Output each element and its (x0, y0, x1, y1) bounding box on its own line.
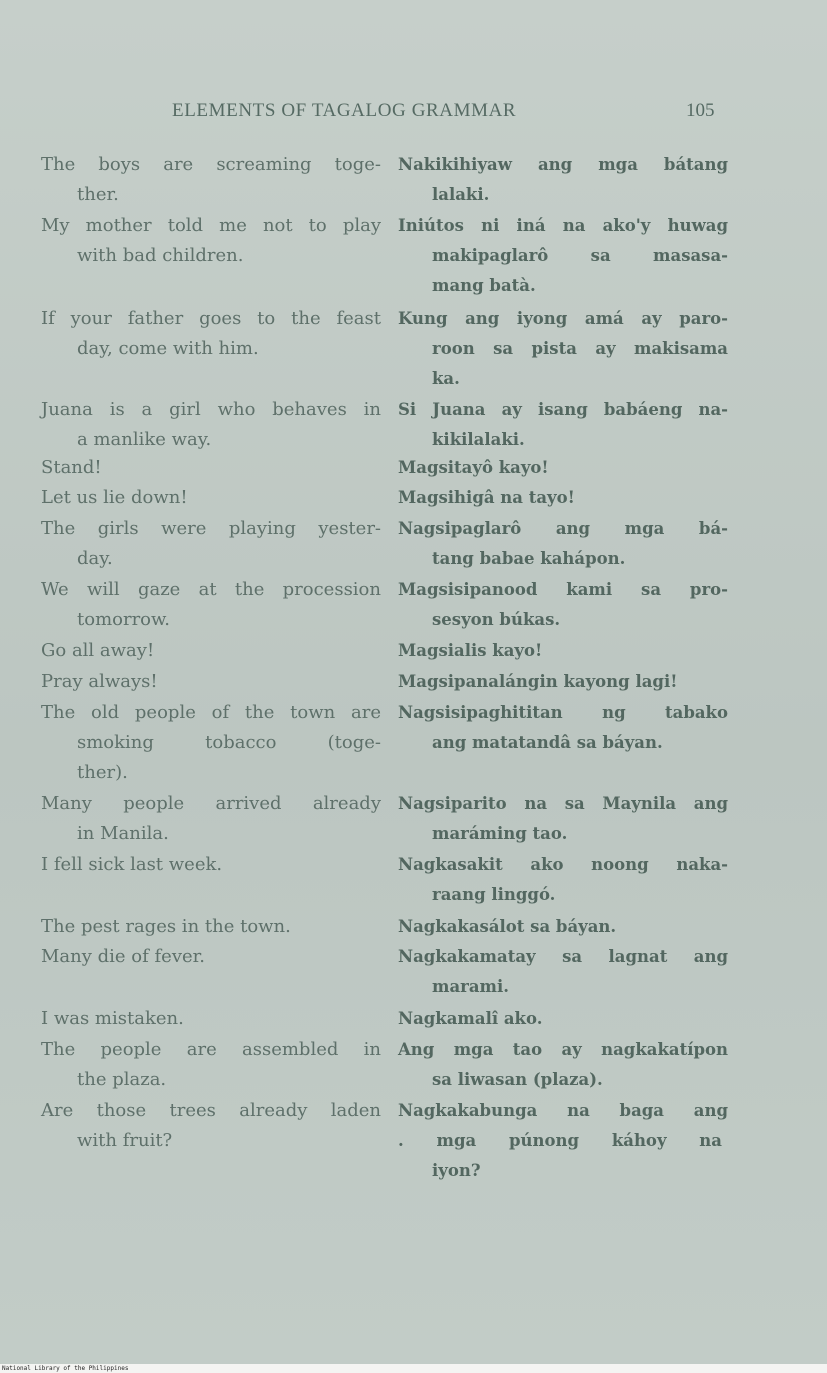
page-number: 105 (686, 100, 715, 121)
text-line: with fruit? (77, 1130, 173, 1151)
text-line: ka. (432, 369, 460, 388)
text-line: ther. (77, 184, 119, 205)
entry-tagalog (398, 789, 728, 849)
text-line: Go all away! (41, 640, 155, 661)
entry-english (41, 304, 381, 364)
entry-tagalog (398, 575, 728, 635)
text-line: Kung ang iyong amá ay paro- (398, 309, 728, 328)
entry-english (41, 942, 381, 972)
text-line: Nagsipaglarô ang mga bá- (398, 519, 728, 538)
entry-english (41, 395, 381, 455)
text-line: makipaglarô sa masasa- (432, 246, 728, 265)
text-line: Nagkamalî ako. (398, 1009, 543, 1028)
text-line: marami. (432, 977, 510, 996)
text-line: . mga púnong káhoy na (398, 1131, 722, 1150)
text-line: in Manila. (77, 823, 169, 844)
entry-english (41, 483, 381, 513)
text-line: The pest rages in the town. (41, 916, 291, 937)
text-line (41, 728, 381, 758)
text-line: sesyon búkas. (432, 610, 561, 629)
text-line: The girls were playing yester- (41, 518, 381, 539)
entry-tagalog (398, 1004, 728, 1034)
entry-tagalog (398, 1096, 728, 1186)
text-line: iyon? (432, 1161, 481, 1180)
entry-english (41, 150, 381, 210)
text-line: Are those trees already laden (41, 1100, 381, 1121)
text-line: Magsihigâ na tayo! (398, 488, 575, 507)
text-line: Nagkakasálot sa báyan. (398, 917, 617, 936)
text-line: kikilalaki. (432, 430, 525, 449)
text-line: I was mistaken. (41, 1008, 184, 1029)
text-line: Nagsiparito na sa Maynila ang (398, 794, 728, 813)
text-line-justified: smoking tobacco (toge- (77, 732, 381, 753)
entry-tagalog (398, 304, 728, 394)
entry-english (41, 453, 381, 483)
text-line: day. (77, 548, 113, 569)
text-line: Magsialis kayo! (398, 641, 543, 660)
text-line: I fell sick last week. (41, 854, 223, 875)
text-line: We will gaze at the procession (41, 579, 381, 600)
entry-tagalog (398, 150, 728, 210)
text-line: Nagsisipaghititan ng tabako (398, 703, 728, 722)
text-line: ang matatandâ sa báyan. (432, 733, 663, 752)
running-head: ELEMENTS OF TAGALOG GRAMMAR (172, 100, 517, 121)
entry-tagalog (398, 942, 728, 1002)
text-line: Magsipanalángin kayong lagi! (398, 672, 678, 691)
text-line: mang batà. (432, 276, 536, 295)
entry-english (41, 1035, 381, 1095)
entry-tagalog (398, 850, 728, 910)
entry-tagalog (398, 395, 728, 455)
text-line: Nakikihiyaw ang mga bátang (398, 155, 728, 174)
text-line: a manlike way. (77, 429, 212, 450)
entry-english (41, 789, 381, 849)
entry-tagalog (398, 1035, 728, 1095)
entry-english (41, 912, 381, 942)
entry-tagalog (398, 211, 728, 301)
entry-english (41, 667, 381, 697)
text-line: Iniútos ni iná na ako'y huwag (398, 216, 728, 235)
entry-english (41, 636, 381, 666)
text-line: Nagkakabunga na baga ang (398, 1101, 728, 1120)
text-line: The old people of the town are (41, 702, 381, 723)
text-line: Magsisipanood kami sa pro- (398, 580, 728, 599)
text-line: with bad children. (77, 245, 244, 266)
entry-tagalog (398, 912, 728, 942)
text-line: The boys are screaming toge- (41, 154, 381, 175)
text-line: day, come with him. (77, 338, 259, 359)
entry-english (41, 850, 381, 880)
entry-english (41, 211, 381, 271)
entry-english (41, 575, 381, 635)
text-line: My mother told me not to play (41, 215, 381, 236)
text-line: ther). (77, 762, 128, 783)
footer-strip (0, 1364, 827, 1373)
text-line: Nagkakamatay sa lagnat ang (398, 947, 728, 966)
text-line: Many people arrived already (41, 793, 381, 814)
entry-english (41, 1004, 381, 1034)
text-line: Many die of fever. (41, 946, 206, 967)
text-line: the plaza. (77, 1069, 167, 1090)
entry-tagalog (398, 698, 728, 758)
text-line: Pray always! (41, 671, 158, 692)
library-attribution: National Library of the Philippines (2, 1365, 129, 1372)
entry-tagalog (398, 636, 728, 666)
text-line: The people are assembled in (41, 1039, 381, 1060)
text-line: Juana is a girl who behaves in (41, 399, 381, 420)
text-line: tomorrow. (77, 609, 171, 630)
entry-tagalog (398, 514, 728, 574)
text-line: Let us lie down! (41, 487, 188, 508)
text-line: If your father goes to the feast (41, 308, 381, 329)
text-line: Stand! (41, 457, 102, 478)
text-line: raang linggó. (432, 885, 556, 904)
text-line: roon sa pista ay makisama (432, 339, 728, 358)
entry-english (41, 698, 381, 788)
text-line: Ang mga tao ay nagkakatípon (398, 1040, 728, 1059)
text-line: Magsitayô kayo! (398, 458, 549, 477)
text-line: sa liwasan (plaza). (432, 1070, 603, 1089)
text-line: lalaki. (432, 185, 490, 204)
text-line: maráming tao. (432, 824, 568, 843)
text-line: Si Juana ay isang babáeng na- (398, 400, 728, 419)
text-line: tang babae kahápon. (432, 549, 626, 568)
entry-tagalog (398, 453, 728, 483)
entry-tagalog (398, 483, 728, 513)
text-line: Nagkasakit ako noong naka- (398, 855, 728, 874)
entry-tagalog (398, 667, 728, 697)
entry-english (41, 514, 381, 574)
entry-english (41, 1096, 381, 1156)
